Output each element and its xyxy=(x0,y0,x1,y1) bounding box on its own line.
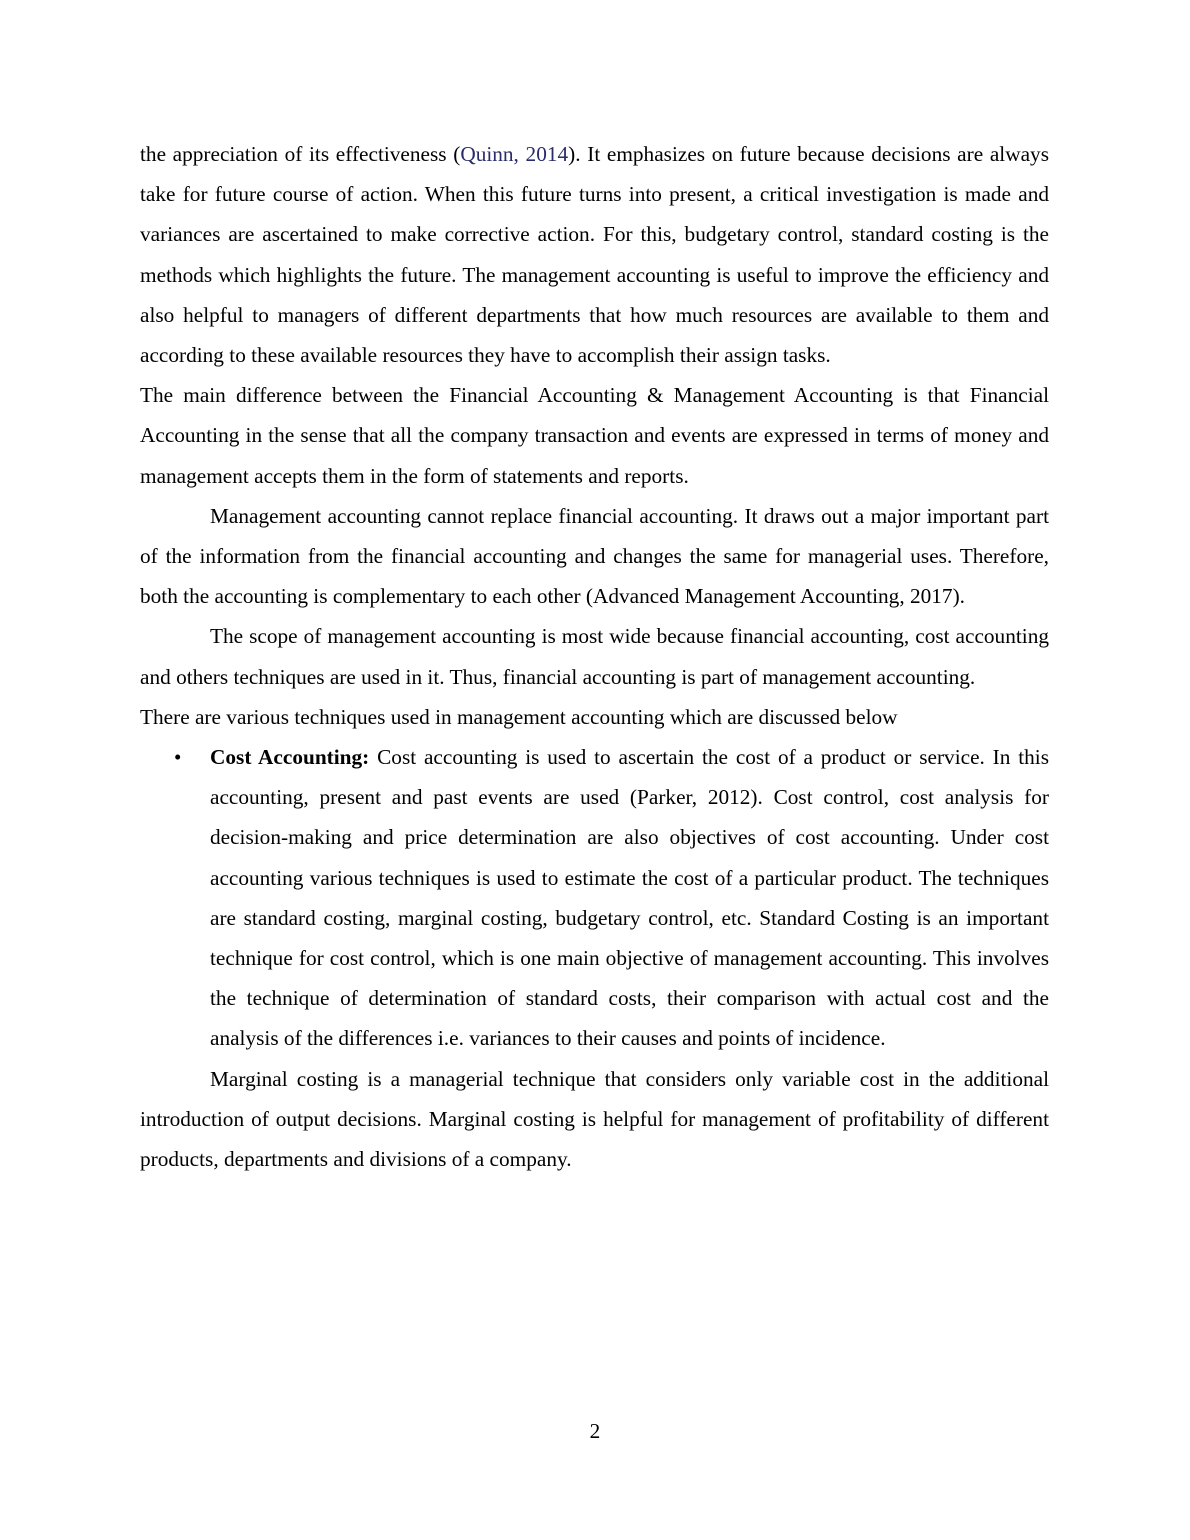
citation-quinn: Quinn, 2014 xyxy=(460,142,569,166)
paragraph-cannot-replace: Management accounting cannot replace financial accounting. It draws out a major important part of the information from the financial accounting and changes the same for managerial uses. Therefore, both the accounting is complementary to each other (Advanced Management Accounting, 2017). xyxy=(140,503,1049,609)
paragraph-scope: The scope of management accounting is most wide because financial accounting, cost accounting and others techniques are used in it. Thus, financial accounting is part of management accounting. xyxy=(140,624,1049,689)
paragraph-text: the appreciation of its effectiveness ( xyxy=(140,142,461,166)
list-item-text: Cost accounting is used to ascertain the cost of a product or service. In this accounting, present and past events are used (Parker, 2012). Cost control, cost analysis for decision-making and price determination are also objectives of cost accounting. Under cost accounting various techniques is used to estimate the cost of a particular product. The techniques are standard costing, marginal costing, budgetary control, etc. Standard Costing is an important technique for cost control, which is one main objective of management accounting. This involves the technique of determination of standard costs, their comparison with actual cost and the analysis of the differences i.e. variances to their causes and points of incidence. xyxy=(210,745,1049,1051)
techniques-list xyxy=(140,737,1049,1059)
bullet-icon: • xyxy=(174,745,182,770)
page-number: 2 xyxy=(589,1419,601,1443)
list-item-heading: Cost Accounting: xyxy=(210,745,370,770)
list-item-cost-accounting xyxy=(140,737,1049,1059)
paragraph-difference: The main difference between the Financial Accounting & Management Accounting is that Financial Accounting in the sense that all the company transaction and events are expressed in terms of money and management accepts them in the form of statements and reports. xyxy=(140,383,1049,488)
paragraph-text: ). It emphasizes on future because decisions are always take for future course of action. When this future turns into present, a critical investigation is made and variances are ascertained to make corrective action. For this, budgetary control, standard costing is the methods which highlights the future. The management accounting is useful to improve the efficiency and also helpful to managers of different departments that how much resources are available to them and according to these available resources they have to accomplish their assign tasks. xyxy=(140,142,1049,368)
paragraph-effectiveness xyxy=(140,134,1049,375)
document-body xyxy=(140,134,1049,1179)
paragraph-techniques-intro: There are various techniques used in management accounting which are discussed below xyxy=(140,704,898,729)
paragraph-marginal-costing: Marginal costing is a managerial technique that considers only variable cost in the additional introduction of output decisions. Marginal costing is helpful for management of profitability of different products, departments and divisions of a company. xyxy=(140,1066,1049,1172)
